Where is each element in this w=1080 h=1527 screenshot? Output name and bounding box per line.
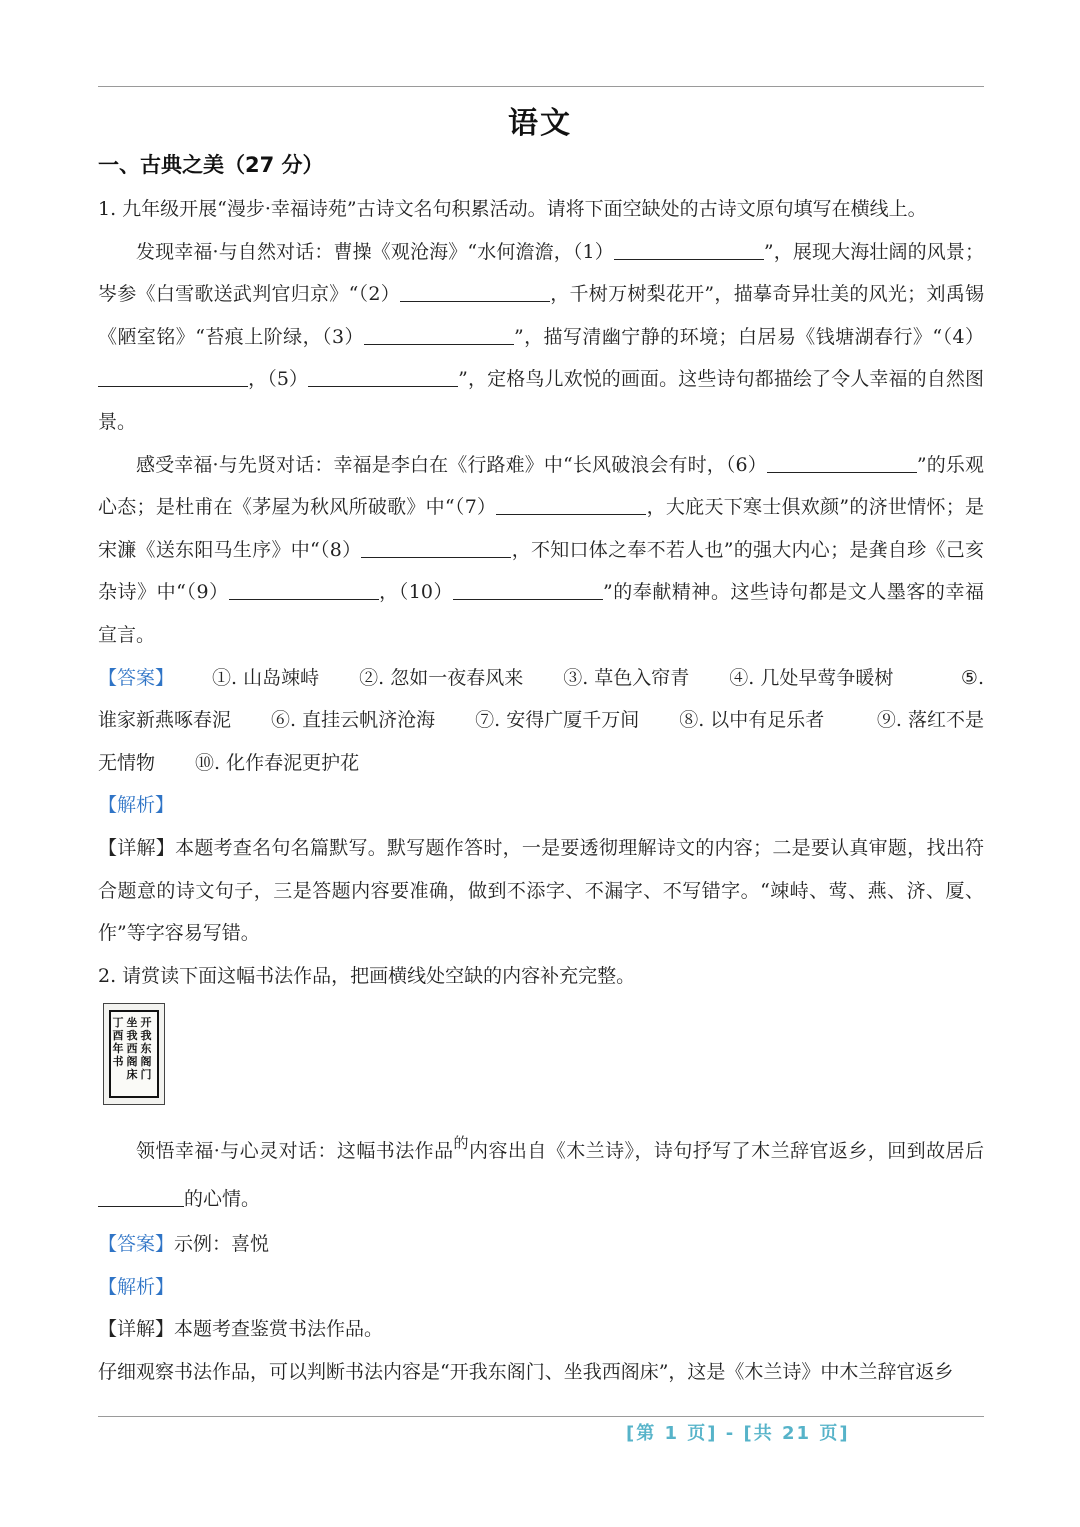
question-1-answer-line-2 [98,699,984,742]
text-segment: ，（5） [248,368,309,391]
answer-item: 谁家新燕啄春泥 [98,709,232,732]
question-2-stem: 2. 请赏读下面这幅书法作品，把画横线处空缺的内容补充完整。 [98,964,636,987]
text-segment: 发现幸福·与自然对话：曹操《观沧海》“水何澹澹，（1） [136,240,614,263]
answer-item: ⑦. 安得广厦千万间 [475,709,640,732]
text-segment: ”的奉献精神。这些诗句都是文人墨客的幸福宣言。 [98,581,984,646]
text-segment: ”，展现大海壮阔的风景；岑参《白雪歌送武判官归京》“（2） [98,240,985,306]
footer-rule [98,1416,984,1417]
answer-text: 示例：喜悦 [174,1233,270,1256]
analysis-label: 【解析】 [98,794,175,817]
answer-item: 无情物 [98,751,156,774]
document-body [98,142,984,1394]
question-2-detail-continued: 仔细观察书法作品，可以判断书法内容是“开我东阁门、坐我西阁床”，这是《木兰诗》中木兰辞官返乡 [98,1361,954,1384]
detail-text: 本题考查鉴赏书法作品。 [174,1318,384,1341]
calligraphy-frame [109,1010,159,1098]
calligraphy-image [103,1003,165,1105]
analysis-label: 【解析】 [98,1275,175,1298]
section-heading: 一、古典之美（27 分） [98,153,324,177]
text-segment: 的心情。 [184,1188,261,1211]
answer-item: ⑧. 以中有足乐者 [679,709,825,732]
text-segment: ”的乐观心态；是杜甫在《茅屋为秋风所破歌》中“（7） [98,453,985,519]
answer-item: ④. 几处早莺争暖树 [729,666,894,689]
question-1-stem: 1. 九年级开展“漫步·幸福诗苑”古诗文名句积累活动。请将下面空缺处的古诗文原句填写在横线上。 [98,198,927,220]
page-indicator: [第 1 页] - [共 21 页] [626,1423,850,1444]
detail-label: 【详解】 [98,836,176,859]
text-segment: 感受幸福·与先贤对话：幸福是李白在《行路难》中“长风破浪会有时，（6） [136,453,767,476]
question-1-paragraph-nature [98,231,984,444]
page-title: 语文 [508,106,572,141]
answer-blank-6 [767,453,917,473]
answer-item: ⑤. [960,666,984,689]
answer-item: ⑥. 直挂云帆济沧海 [271,709,436,732]
text-segment: ，千树万树梨花开”，描摹奇异壮美的风光；刘禹锡《陋室铭》“苔痕上阶绿，（3） [98,283,984,348]
text-segment: 内容出自《木兰诗》，诗句抒写了木兰辞官返乡，回到故居后 [469,1140,984,1163]
text-segment: ”，定格鸟儿欢悦的画面。这些诗句都描绘了令人幸福的自然图景。 [98,368,984,433]
detail-label: 【详解】 [98,1318,175,1341]
calligraphy-inscription: 丁酉年书 [112,1016,124,1069]
answer-blank-1 [614,240,764,260]
superscript-char: 的 [453,1134,469,1153]
answer-item: ②. 忽如一夜春风来 [359,666,524,689]
text-segment: ，（10） [378,581,454,604]
calligraphy-image-area [98,997,984,1119]
answer-blank-10 [453,580,603,600]
question-2-detail [98,1308,984,1351]
answer-blank-4 [98,367,248,387]
answer-label: 【答案】 [98,1233,175,1256]
question-2-answer [98,1223,984,1266]
answer-item: ⑨. 落红不是 [876,709,984,732]
answer-blank-9 [229,580,379,600]
answer-item: ①. 山岛竦峙 [212,666,320,689]
question-1-answer-line-3 [98,742,984,785]
header-rule [98,86,984,87]
answer-blank-8 [361,538,511,558]
question-2-paragraph [98,1119,984,1223]
answer-item: ⑩. 化作春泥更护花 [195,751,360,774]
text-segment: ”，描写清幽宁静的环境；白居易《钱塘湖春行》“（4） [513,325,984,348]
text-segment: ，大庇天下寒士俱欢颜”的济世情怀；是宋濂《送东阳马生序》中“（8） [98,496,984,561]
answer-blank-7 [496,495,646,515]
answer-item: ③. 草色入帘青 [563,666,690,689]
question-1-detail [98,827,984,955]
text-segment: ，不知口体之奉不若人也”的强大内心；是龚自珍《己亥杂诗》中“（9） [98,538,984,604]
calligraphy-column: 坐我西阁床 [126,1016,138,1082]
calligraphy-column: 开我东阁门 [140,1016,152,1082]
answer-label: 【答案】 [98,666,175,689]
answer-blank-3 [364,325,514,345]
detail-text: 本题考查名句名篇默写。默写题作答时，一是要透彻理解诗文的内容；二是要认真审题，找出符合题意的诗文句子，三是答题内容要准确，做到不添字、不漏字、不写错字。“竦峙、莺、燕、济、厦、作”等字容易写错。 [98,836,984,945]
question-1-paragraph-sages [98,444,984,657]
answer-blank-q2 [98,1187,184,1207]
text-segment: 领悟幸福·与心灵对话：这幅书法作品 [136,1140,454,1163]
question-1-answer-line-1 [98,657,984,700]
answer-blank-5 [308,367,458,387]
answer-blank-2 [400,282,550,302]
